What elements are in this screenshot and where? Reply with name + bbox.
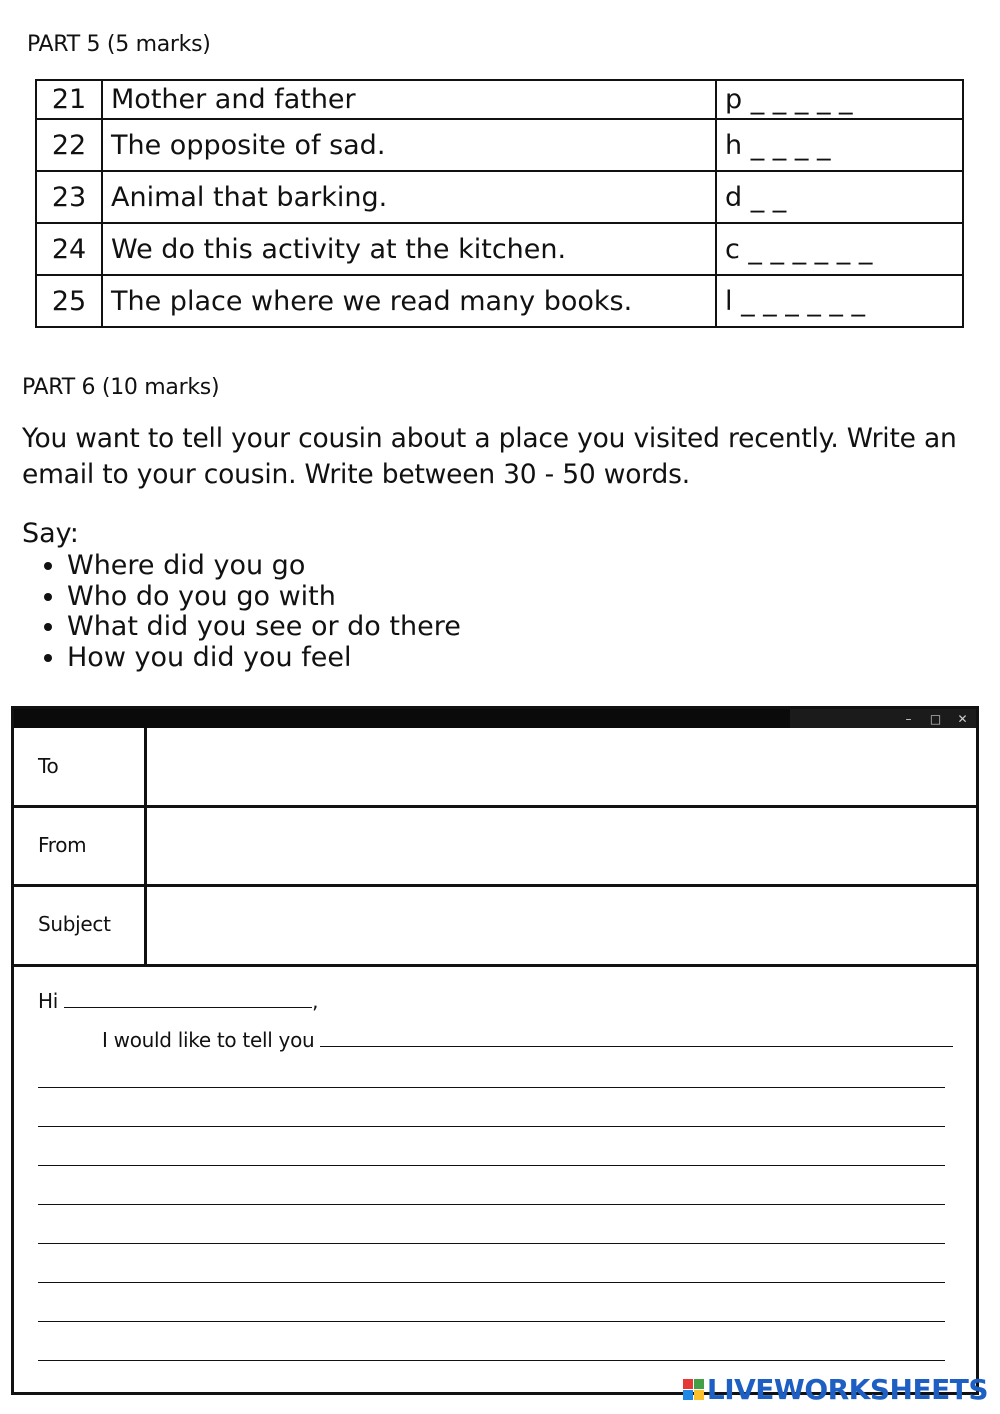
list-item: • What did you see or do there	[67, 612, 461, 643]
liveworksheets-logo	[683, 1373, 988, 1406]
email-window	[11, 706, 979, 1395]
greeting-text: Hi	[38, 989, 58, 1013]
question-number: 24	[36, 223, 102, 275]
row-divider	[144, 887, 147, 964]
opening-blank[interactable]	[320, 1028, 953, 1047]
writing-line[interactable]	[38, 1243, 945, 1244]
list-item: • Who do you go with	[67, 582, 461, 613]
logo-squares-icon	[683, 1379, 704, 1400]
row-divider	[144, 728, 147, 805]
say-label: Say:	[22, 518, 79, 549]
table-row	[36, 171, 963, 223]
part6-heading: PART 6 (10 marks)	[22, 375, 220, 400]
to-field[interactable]	[159, 728, 966, 805]
greeting-comma: ,	[312, 989, 319, 1013]
writing-line[interactable]	[38, 1321, 945, 1322]
vocabulary-table	[35, 79, 964, 328]
writing-line[interactable]	[38, 1165, 945, 1166]
table-row	[36, 223, 963, 275]
to-label: To	[38, 754, 59, 778]
clue-text: Animal that barking.	[102, 171, 716, 223]
subject-field[interactable]	[159, 887, 966, 964]
minimize-icon[interactable]: –	[905, 711, 912, 726]
question-number: 21	[36, 80, 102, 119]
answer-field[interactable]: p _ _ _ _ _	[716, 80, 963, 119]
part5-heading: PART 5 (5 marks)	[27, 32, 211, 57]
answer-field[interactable]: d _ _	[716, 171, 963, 223]
clue-text: The place where we read many books.	[102, 275, 716, 327]
writing-line[interactable]	[38, 1204, 945, 1205]
answer-field[interactable]: l _ _ _ _ _ _	[716, 275, 963, 327]
greeting-line	[38, 989, 318, 1013]
from-label: From	[38, 833, 87, 857]
opening-text: I would like to tell you	[102, 1028, 315, 1052]
table-row	[36, 275, 963, 327]
window-titlebar	[14, 709, 976, 728]
writing-line[interactable]	[38, 1360, 945, 1361]
clue-text: Mother and father	[102, 80, 716, 119]
question-number: 25	[36, 275, 102, 327]
writing-line[interactable]	[38, 1126, 945, 1127]
close-icon[interactable]: ✕	[957, 711, 968, 726]
part6-instructions: You want to tell your cousin about a place you visited recently. Write an email to your cousin. Write between 30 - 50 words.	[22, 423, 957, 490]
list-item: • How you did you feel	[67, 643, 461, 674]
question-number: 22	[36, 119, 102, 171]
logo-text: LIVEWORKSHEETS	[706, 1373, 988, 1406]
writing-line[interactable]	[38, 1087, 945, 1088]
table-row	[36, 80, 963, 119]
opening-line	[102, 1028, 953, 1052]
maximize-icon[interactable]: □	[929, 711, 942, 726]
subject-label: Subject	[38, 912, 111, 936]
table-row	[36, 119, 963, 171]
answer-field[interactable]: c _ _ _ _ _ _	[716, 223, 963, 275]
question-number: 23	[36, 171, 102, 223]
from-row	[14, 808, 976, 887]
list-item: • Where did you go	[67, 551, 461, 582]
clue-text: We do this activity at the kitchen.	[102, 223, 716, 275]
clue-text: The opposite of sad.	[102, 119, 716, 171]
row-divider	[144, 808, 147, 884]
prompt-list	[22, 551, 461, 673]
from-field[interactable]	[159, 808, 966, 884]
writing-line[interactable]	[38, 1282, 945, 1283]
to-row	[14, 728, 976, 808]
answer-field[interactable]: h _ _ _ _	[716, 119, 963, 171]
window-controls	[790, 709, 976, 728]
greeting-name-blank[interactable]	[64, 989, 312, 1008]
subject-row	[14, 887, 976, 967]
